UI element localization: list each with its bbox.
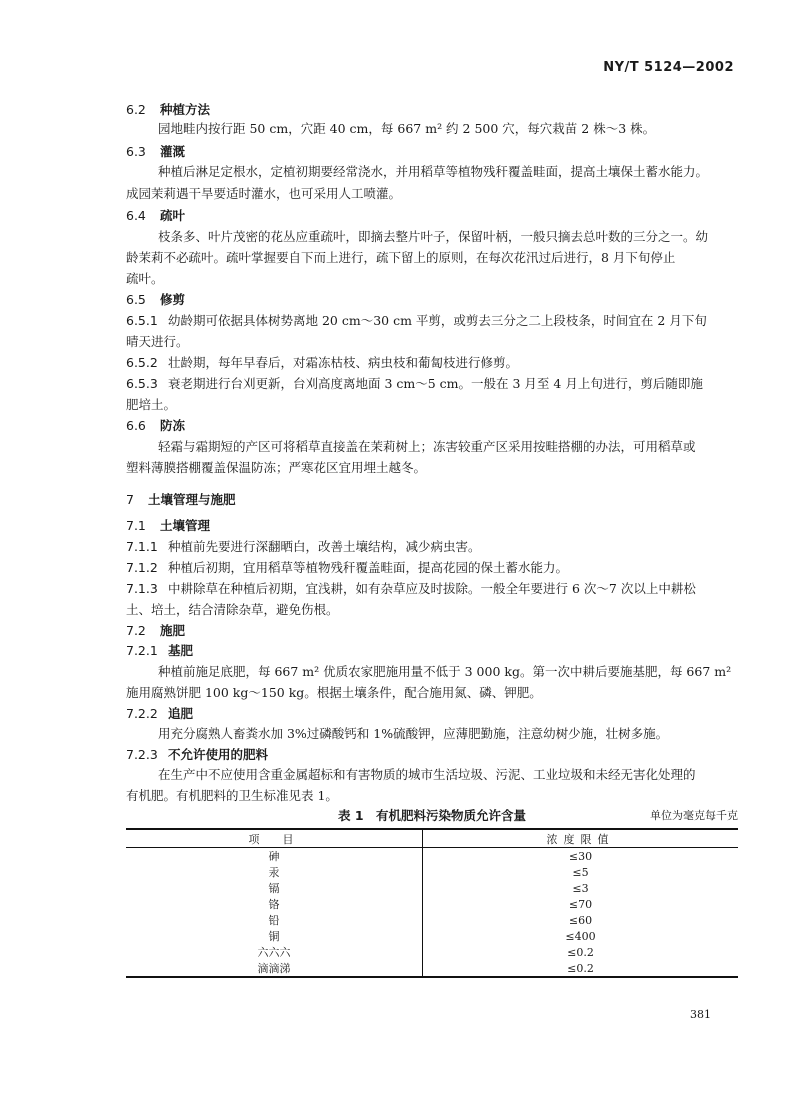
paragraph-line: 有机肥。有机肥料的卫生标准见表 1。 <box>126 788 338 803</box>
standard-number: NY/T 5124—2002 <box>603 60 734 75</box>
section-title: 土壤管理 <box>160 518 211 533</box>
clause-text: 衰老期进行台刈更新，台刈高度离地面 3 cm～5 cm。一般在 3 月至 4 月上旬进行，剪后随即施 <box>168 376 703 391</box>
section-number: 7.2 <box>126 623 146 638</box>
limit-cell: ≤0.2 <box>423 960 739 977</box>
clause-number: 7.2.2 <box>126 706 158 721</box>
table-row <box>126 944 738 960</box>
paragraph-line: 土、培土，结合清除杂草，避免伤根。 <box>126 602 339 617</box>
paragraph-line: 轻霜与霜期短的产区可将稻草直接盖在茉莉树上；冻害较重产区采用按畦搭棚的办法，可用稻草或 <box>158 439 696 454</box>
paragraph-line: 龄茉莉不必疏叶。疏叶掌握要自下而上进行，疏下留上的原则，在每次花汛过后进行，8 月下旬停止 <box>126 250 676 265</box>
clause-number: 7.1.1 <box>126 539 158 554</box>
section-title: 种植方法 <box>160 102 211 117</box>
table-header-row <box>126 829 738 848</box>
clause-title: 追肥 <box>168 706 194 721</box>
clause-7-1-1 <box>126 539 481 555</box>
clause-number: 7.1.2 <box>126 560 158 575</box>
clause-text: 幼龄期可依据具体树势离地 20 cm～30 cm 平剪，或剪去三分之二上段枝条，时间宜在 2 月下旬 <box>168 313 707 328</box>
heading-6-4 <box>126 208 185 224</box>
paragraph-line: 晴天进行。 <box>126 334 189 349</box>
table-unit: 单位为毫克每千克 <box>650 809 738 822</box>
clause-number: 7.2.3 <box>126 747 158 762</box>
column-header-limit: 浓度限值 <box>423 829 739 848</box>
limit-cell: ≤3 <box>572 881 589 895</box>
clause-6-5-2 <box>126 355 518 371</box>
heading-6-3 <box>126 144 185 160</box>
clause-number: 7.1.3 <box>126 581 158 596</box>
table-row <box>126 928 738 944</box>
clause-text: 种植后初期，宜用稻草等植物残秆覆盖畦面，提高花园的保土蓄水能力。 <box>168 560 569 575</box>
section-number: 6.5 <box>126 292 146 307</box>
section-title: 施肥 <box>160 623 186 638</box>
table-row <box>126 880 738 896</box>
section-title: 防冻 <box>160 418 186 433</box>
item-cell: 汞 <box>126 864 423 880</box>
paragraph-line: 枝条多、叶片茂密的花丛应重疏叶，即摘去整片叶子，保留叶柄，一般只摘去总叶数的三分之一。幼 <box>158 229 709 244</box>
clause-text: 壮龄期，每年早春后，对霜冻枯枝、病虫枝和葡匐枝进行修剪。 <box>168 355 519 370</box>
clause-title: 不允许使用的肥料 <box>168 747 269 762</box>
table-row <box>126 848 738 865</box>
clause-number: 6.5.3 <box>126 376 158 391</box>
limit-cell: ≤0.2 <box>567 945 594 959</box>
limit-cell: ≤5 <box>572 865 589 879</box>
clause-7-1-2 <box>126 560 568 576</box>
clause-text: 种植前先要进行深翻晒白，改善土壤结构，减少病虫害。 <box>168 539 481 554</box>
heading-7-2 <box>126 623 185 639</box>
column-header-item: 项 目 <box>126 829 423 848</box>
paragraph-line: 肥培土。 <box>126 397 177 412</box>
heading-7-2-2 <box>126 706 193 722</box>
section-title: 灌溉 <box>160 144 186 159</box>
heading-7-2-3 <box>126 747 268 763</box>
page-number: 381 <box>690 1008 711 1021</box>
item-cell: 铅 <box>126 912 423 928</box>
clause-number: 6.5.1 <box>126 313 158 328</box>
section-title: 疏叶 <box>160 208 186 223</box>
paragraph-line: 施用腐熟饼肥 100 kg～150 kg。根据土壤条件，配合施用氮、磷、钾肥。 <box>126 685 542 700</box>
heading-6-6 <box>126 418 185 434</box>
section-number: 6.6 <box>126 418 146 433</box>
section-number: 7.1 <box>126 518 146 533</box>
item-cell: 滴滴涕 <box>126 960 423 977</box>
limit-cell: ≤30 <box>568 849 593 863</box>
item-cell: 铬 <box>126 896 423 912</box>
paragraph-line: 种植后淋足定根水，定植初期要经常浇水，并用稻草等植物残秆覆盖畦面，提高土壤保土蓄水能力。 <box>158 164 709 179</box>
item-cell: 六六六 <box>126 944 423 960</box>
paragraph-line: 在生产中不应使用含重金属超标和有害物质的城市生活垃圾、污泥、工业垃圾和未经无害化处理的 <box>158 767 696 782</box>
limit-cell: ≤60 <box>568 913 593 927</box>
item-cell: 砷 <box>126 848 423 865</box>
table-row <box>126 864 738 880</box>
paragraph-line: 成园茉莉遇干旱要适时灌水，也可采用人工喷灌。 <box>126 186 402 201</box>
section-number: 6.4 <box>126 208 146 223</box>
section-number: 6.3 <box>126 144 146 159</box>
section-title: 修剪 <box>160 292 186 307</box>
section-number: 6.2 <box>126 102 146 117</box>
table-row <box>126 960 738 977</box>
clause-title: 基肥 <box>168 643 194 658</box>
clause-number: 6.5.2 <box>126 355 158 370</box>
limit-cell: ≤70 <box>568 897 593 911</box>
pollutant-limits-table <box>126 828 738 978</box>
paragraph-line: 塑料薄膜搭棚覆盖保温防冻；严寒花区宜用埋土越冬。 <box>126 460 427 475</box>
clause-number: 7.2.1 <box>126 643 158 658</box>
limit-cell: ≤400 <box>565 929 596 943</box>
table-row <box>126 896 738 912</box>
paragraph-line: 用充分腐熟人畜粪水加 3%过磷酸钙和 1%硫酸钾，应薄肥勤施，注意幼树少施，壮树多施。 <box>158 726 669 741</box>
section-title: 土壤管理与施肥 <box>148 492 236 507</box>
item-cell: 铜 <box>126 928 423 944</box>
section-number: 7 <box>126 492 134 507</box>
item-cell: 镉 <box>126 880 423 896</box>
paragraph-line: 园地畦内按行距 50 cm，穴距 40 cm，每 667 m² 约 2 500 穴，每穴栽苗 2 株～3 株。 <box>158 121 656 136</box>
clause-6-5-3 <box>126 376 703 392</box>
clause-7-1-3 <box>126 581 696 597</box>
table-row <box>126 912 738 928</box>
heading-6-2 <box>126 102 210 118</box>
clause-text: 中耕除草在种植后初期，宜浅耕，如有杂草应及时拔除。一般全年要进行 6 次～7 次以上中耕松 <box>168 581 696 596</box>
clause-6-5-1 <box>126 313 707 329</box>
table-caption: 表 1 有机肥料污染物质允许含量 <box>337 808 527 823</box>
table-caption-row <box>126 806 738 824</box>
heading-7 <box>126 492 236 508</box>
paragraph-line: 种植前施足底肥，每 667 m² 优质农家肥施用量不低于 3 000 kg。第一次中耕后要施基肥，每 667 m² <box>158 664 732 679</box>
paragraph-line: 疏叶。 <box>126 271 164 286</box>
heading-7-2-1 <box>126 643 193 659</box>
heading-6-5 <box>126 292 185 308</box>
heading-7-1 <box>126 518 210 534</box>
